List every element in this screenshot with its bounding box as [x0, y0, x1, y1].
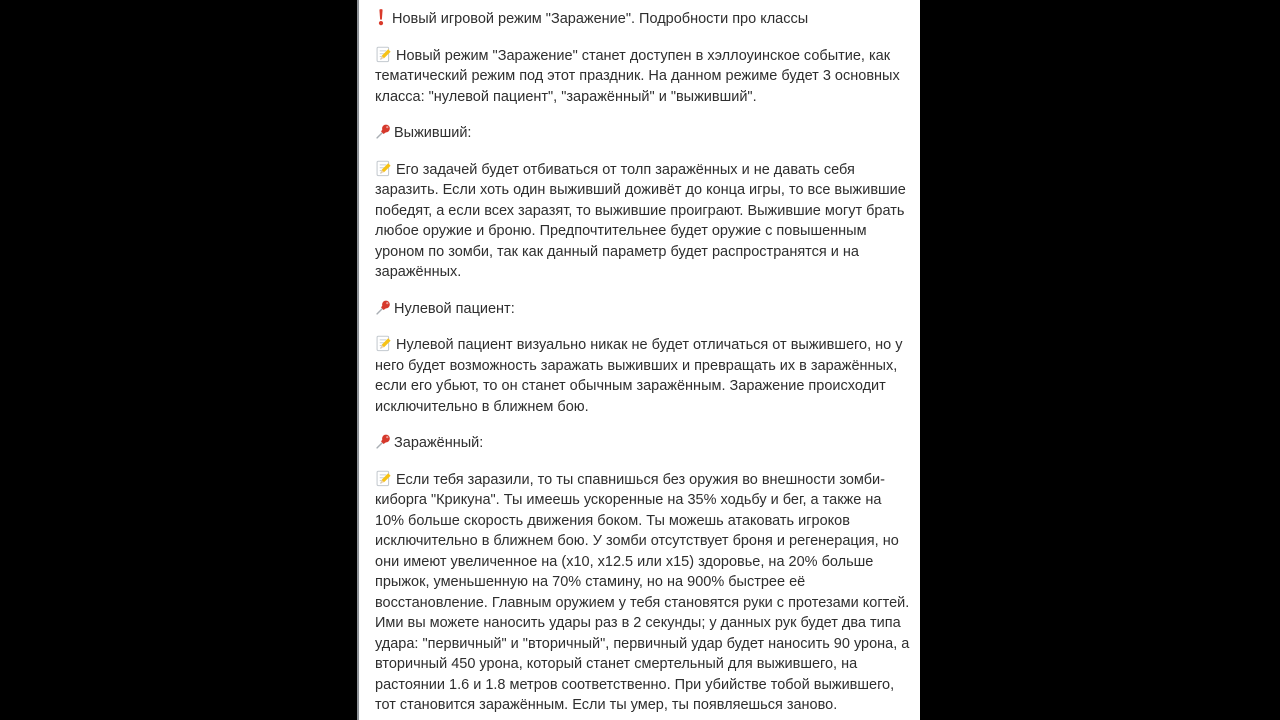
pushpin-icon — [375, 299, 392, 316]
section-body-text: Его задачей будет отбиваться от толп заражённых и не давать себя заразить. Если хоть один выживший доживёт до конца игры, то все выжившие победят, а если всех заразят, то выжившие проиграют. Выжившие могут брать любое оружие и броню. Предпочтительнее будет оружие с повышенным уроном по зомби, так как данный параметр будет распространятся и на заражённых. — [375, 161, 906, 280]
section-body-text: Нулевой пациент визуально никак не будет отличаться от выжившего, но у него будет возможность заражать выживших и превращать их в заражённых, если его убьют, то он станет обычным заражённым. Заражение происходит исключительно в ближнем бою. — [375, 337, 903, 415]
post-title: Новый игровой режим "Заражение". Подробности про классы — [392, 11, 809, 27]
memo-icon — [375, 470, 392, 487]
memo-icon — [375, 160, 392, 177]
section-body-patient-zero — [375, 335, 910, 417]
section-body-survivor — [375, 160, 910, 283]
memo-icon — [375, 335, 392, 352]
pushpin-icon — [375, 123, 392, 140]
section-heading-patient-zero — [375, 299, 910, 320]
exclamation-icon — [375, 8, 387, 26]
section-heading-infected — [375, 433, 910, 454]
section-body-infected — [375, 470, 910, 716]
intro-text: Новый режим "Заражение" станет доступен в хэллоуинское событие, как тематический режим под этот праздник. На данном режиме будет 3 основных класса: "нулевой пациент", "заражённый" и "выживший". — [375, 47, 900, 105]
memo-icon — [375, 46, 392, 63]
post-panel[interactable] — [357, 0, 920, 720]
section-heading-text: Выживший: — [394, 125, 472, 141]
section-heading-text: Заражённый: — [394, 435, 484, 451]
intro-paragraph — [375, 46, 910, 108]
post-title-row — [375, 8, 910, 30]
section-body-text: Если тебя заразили, то ты спавнишься без оружия во внешности зомби-киборга "Крикуна". Ты имеешь ускоренные на 35% ходьбу и бег, а также на 10% больше скорость движения боком. Ты можешь атаковать игроков исключительно в ближнем бою. У зомби отсутствует броня и регенерация, но они имеют увеличенное на (x10, x12.5 или x15) здоровье, на 20% больше прыжок, уменьшенную на 70% стамину, но на 900% быстрее её восстановление. Главным оружием у тебя становятся руки с протезами когтей. Ими вы можете наносить удары раз в 2 секунды; у данных рук будет два типа удара: "первичный" и "вторичный", первичный удар будет наносить 90 урона, а вторичный 450 урона, который станет смертельный для выжившего, на растоянии 1.6 и 1.8 метров соответственно. При убийстве тобой выжившего, тот становится заражённым. Если ты умер, ты появляешься заново. — [375, 471, 910, 713]
section-heading-survivor — [375, 123, 910, 144]
section-heading-text: Нулевой пациент: — [394, 300, 515, 317]
pushpin-icon — [375, 433, 392, 450]
